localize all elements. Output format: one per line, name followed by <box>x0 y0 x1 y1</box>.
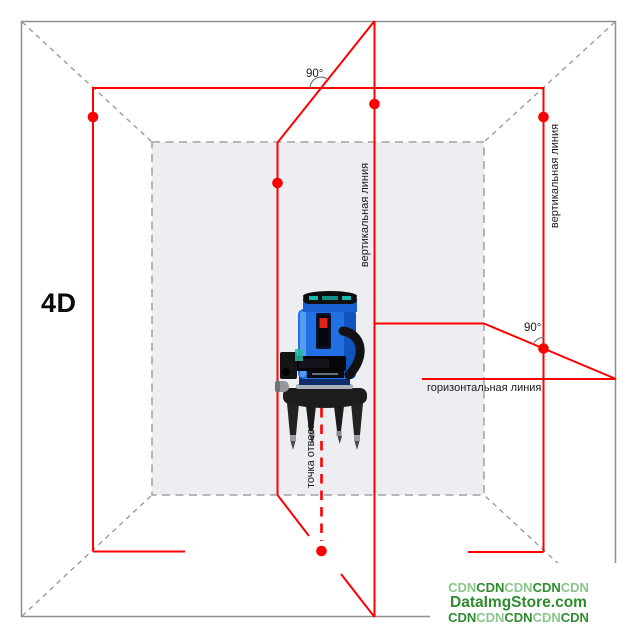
watermark-cdn: CDN <box>560 580 589 595</box>
right-wall-diagonal <box>484 324 616 380</box>
watermark-cdn: CDN <box>560 610 589 625</box>
floor-diagonal-segment-2 <box>341 574 375 617</box>
right-wall-dot <box>538 112 549 123</box>
watermark-cdn: CDN <box>476 610 505 625</box>
plumb-point-dot <box>316 546 327 557</box>
watermark-cdn: CDN <box>532 610 561 625</box>
side-sticker <box>295 349 303 361</box>
floor-diagonal-segment-1 <box>278 495 310 536</box>
watermark <box>430 563 637 640</box>
ceiling-cross-diagonal <box>278 21 375 142</box>
right-angle-label: 90° <box>524 322 542 334</box>
plumb-point-label: точка отвеса <box>305 422 317 488</box>
center-line-dot <box>369 99 380 110</box>
watermark-cdn: CDN <box>448 610 477 625</box>
back-wall-dot <box>272 178 283 189</box>
watermark-cdn: CDN <box>504 580 533 595</box>
cross-intersection-dot <box>538 343 549 354</box>
watermark-cdn: CDN <box>504 610 533 625</box>
left-wall-dot <box>88 112 99 123</box>
top-angle-label: 90° <box>306 68 324 80</box>
watermark-brand: DataImgStore.com <box>450 594 587 611</box>
watermark-cdn: CDN <box>532 580 561 595</box>
watermark-cdn-line-3 <box>430 611 607 625</box>
cap-label-marks <box>309 296 318 300</box>
watermark-cdn: CDN <box>476 580 505 595</box>
right-angle-arc <box>533 337 543 344</box>
horizontal-line-label: горизонтальная линия <box>427 382 542 394</box>
watermark-cdn-line-1 <box>430 581 607 595</box>
vertical-line-label-center: вертикальная линия <box>359 162 371 268</box>
power-button <box>320 318 328 328</box>
watermark-cdn: CDN <box>448 580 477 595</box>
model-label: 4D <box>41 288 77 318</box>
vertical-line-label-right: вертикальная линия <box>549 123 561 229</box>
